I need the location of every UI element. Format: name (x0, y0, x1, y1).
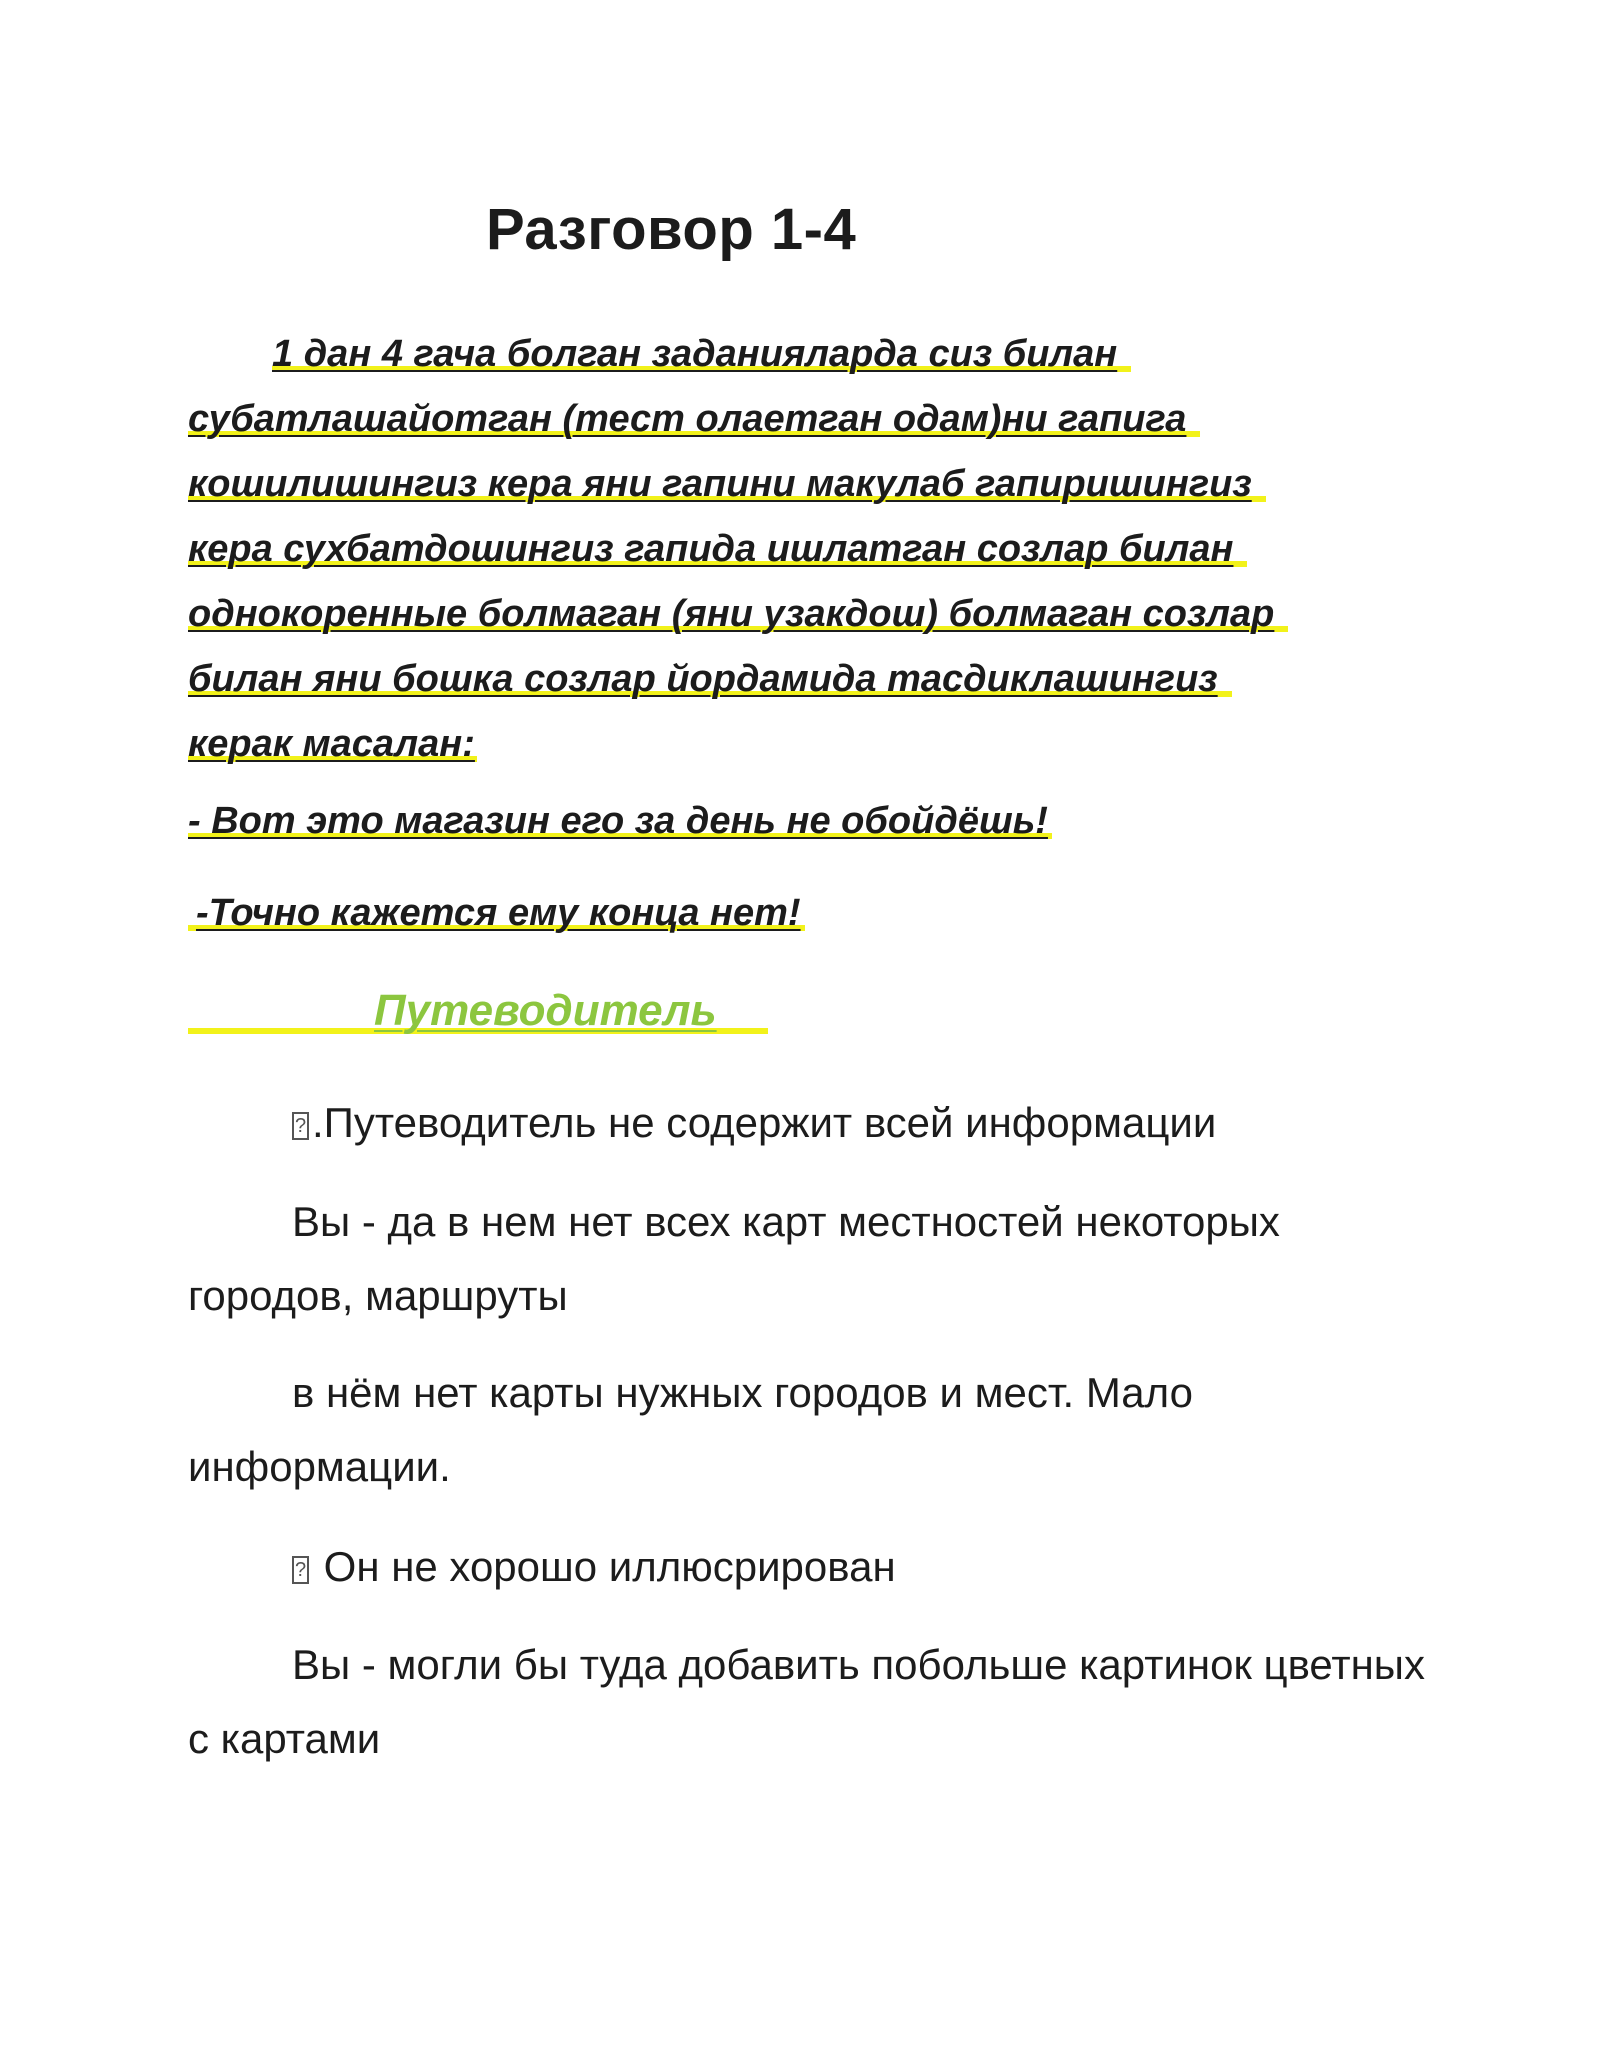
item-1-text: .Путеводитель не содержит всей информации (312, 1099, 1217, 1146)
answer-2-text: Вы - могли бы туда добавить побольше картинок цветных с картами (188, 1641, 1425, 1762)
instruction-line: субатлашайотган (тест олаетган одам)ни гапига (188, 398, 1200, 440)
instruction-line: однокоренные болмаган (яни узакдош) болмаган созлар (188, 593, 1288, 635)
example-line-1 (188, 800, 1052, 843)
instruction-line: билан яни бошка созлар йордамида тасдиклашингиз (188, 658, 1232, 700)
instruction-line: кера сухбатдошингиз гапида ишлатган созлар билан (188, 528, 1247, 570)
example-text: -Точно кажется ему конца нет! (188, 892, 805, 934)
instruction-line: керак масалан: (188, 723, 475, 765)
instruction-line: 1 дан 4 гача болган заданияларда сиз билан (272, 333, 1131, 375)
answer-1b-text: в нём нет карты нужных городов и мест. Мало информации. (188, 1369, 1193, 1490)
example-line-2 (188, 892, 805, 935)
answer-2 (188, 1628, 1428, 1776)
missing-glyph-icon (292, 1112, 309, 1140)
page-title: Разговор 1-4 (486, 197, 857, 262)
instruction-line: кошилишингиз кера яни гапини макулаб гапиришингиз (188, 463, 1266, 505)
answer-1b (188, 1356, 1428, 1504)
answer-1a-text: Вы - да в нем нет всех карт местностей некоторых городов, маршруты (188, 1198, 1280, 1319)
answer-1a (188, 1185, 1428, 1333)
example-text: - Вот это магазин его за день не обойдёшь! (188, 800, 1052, 842)
section-title: Путеводитель (188, 986, 768, 1036)
missing-glyph-icon (292, 1556, 309, 1584)
item-2-text: Он не хорошо иллюсрирован (312, 1543, 896, 1590)
instruction-paragraph (188, 322, 1418, 777)
item-2 (188, 1530, 1428, 1604)
item-1 (188, 1086, 1428, 1160)
